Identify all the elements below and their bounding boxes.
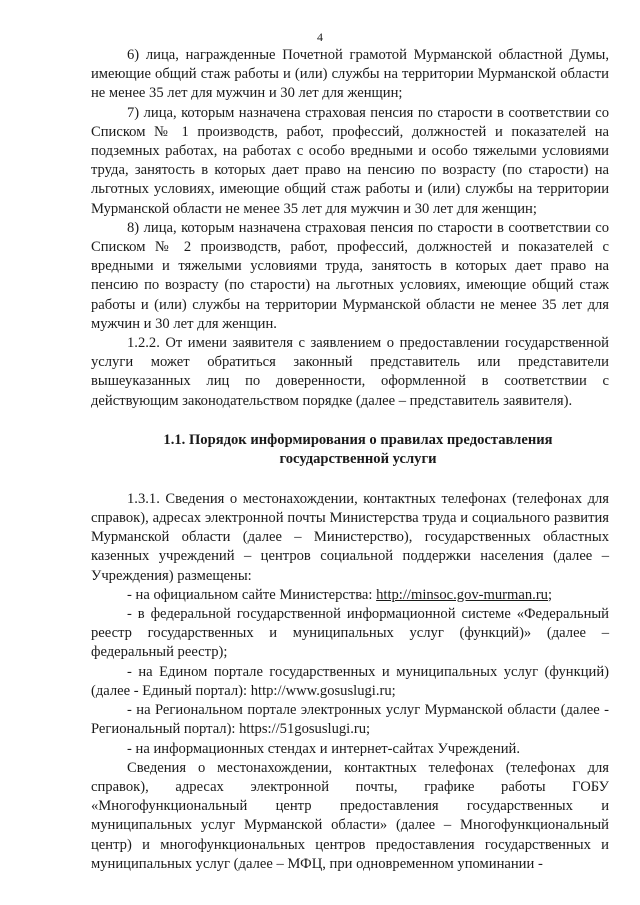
paragraph-item-8: 8) лица, которым назначена страховая пенсия по старости в соответствии со Списком № 2 производств, работ, профессий, должностей и показателей с вредными и тяжелыми условиями труда, занятость в которых дает право на пенсию по возрасту (по старости) на льготных условиях, имеющие общий стаж работы и (или) службы на территории Мурманской области не менее 35 лет для мужчин и 30 лет для женщин.	[91, 219, 609, 332]
page-number: 4	[317, 30, 323, 44]
section-heading-line-2: государственной услуги	[279, 450, 437, 467]
paragraph-1-2-2: 1.2.2. От имени заявителя с заявлением о предоставлении государственной услуги может обратиться законный представитель или представители вышеуказанных лиц по доверенности, оформленной в соответствии с действующим законодательством порядке (далее – представитель заявителя).	[91, 335, 609, 409]
paragraph-item-6: 6) лица, награжденные Почетной грамотой Мурманской областной Думы, имеющие общий стаж работы и (или) службы на территории Мурманской области не менее 35 лет для мужчин и 30 лет для женщин;	[91, 47, 609, 102]
section-heading	[91, 431, 609, 469]
list-item-unified-portal: - на Едином портале государственных и муниципальных услуг (функций) (далее - Единый портал): http://www.gosuslugi.ru;	[91, 663, 609, 699]
ministry-site-link[interactable]: http://minsoc.gov-murman.ru	[376, 586, 548, 603]
list-item-regional-portal: - на Региональном портале электронных услуг Мурманской области (далее - Региональный портал): https://51gosuslugi.ru;	[91, 702, 609, 738]
section-heading-line-1: 1.1. Порядок информирования о правилах предоставления	[163, 431, 553, 448]
document-body	[91, 46, 609, 874]
list-item-info-stands: - на информационных стендах и интернет-сайтах Учреждений.	[127, 740, 520, 757]
list-item-official-site-prefix: - на официальном сайте Министерства:	[127, 586, 377, 603]
paragraph-1-3-1: 1.3.1. Сведения о местонахождении, контактных телефонах (телефонах для справок), адресах электронной почты Министерства труда и социального развития Мурманской области (далее – Министерство), государственных областных казенных учреждений – центров социальной поддержки населения (далее – Учреждения) размещены:	[91, 490, 609, 584]
paragraph-mfc-info: Сведения о местонахождении, контактных телефонах (телефонах для справок), адресах электронной почты, графике работы ГОБУ «Многофункциональный центр предоставления государственных и муниципальных услуг Мурманской области» (далее – Многофункциональный центр) и многофункциональных центров предоставления государственных и муниципальных услуг (далее – МФЦ, при одновременном упоминании -	[91, 759, 609, 872]
paragraph-item-7: 7) лица, которым назначена страховая пенсия по старости в соответствии со Списком № 1 производств, работ, профессий, должностей и показателей на подземных работах, на работах с особо вредными и особо тяжелыми условиями труда, занятость в которых дает право на пенсию по возрасту (по старости) на льготных условиях, имеющие общий стаж работы и (или) службы на территории Мурманской области не менее 35 лет для мужчин и 30 лет для женщин;	[91, 104, 609, 217]
list-item-official-site	[91, 586, 609, 605]
list-item-official-site-suffix: ;	[547, 586, 553, 603]
list-item-federal-registry: - в федеральной государственной информационной системе «Федеральный реестр государственных и муниципальных услуг (функций)» (далее – федеральный реестр);	[91, 606, 609, 661]
